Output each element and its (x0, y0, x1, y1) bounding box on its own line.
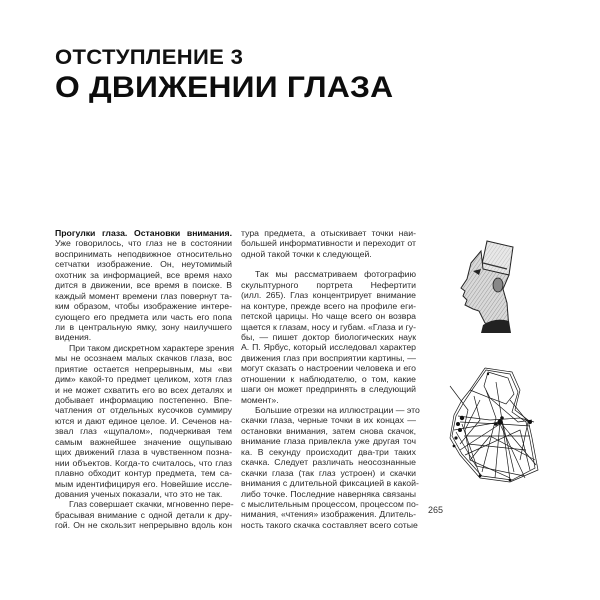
text-line: самым важнейшее значение ощупываю (55, 436, 232, 447)
nefertiti-bust-illustration (443, 233, 538, 335)
text-line: и не может схватить его во всех деталях и (55, 384, 232, 395)
page-title: О ДВИЖЕНИИ ГЛАЗА (55, 71, 394, 104)
text-line: щих движений глаза в чувственном позна- (55, 447, 232, 458)
text-line: нии объектов. Когда-то считалось, что глаз (55, 457, 232, 468)
text-line: плавно обходит контур предмета, тем са- (55, 468, 232, 479)
text-line: чатления от отдельных кусочков суммиру (55, 405, 232, 416)
text-line: дится в движении, все время в поиске. В (55, 280, 232, 291)
text-line: ким образом, чтобы изображение интере- (55, 301, 232, 312)
text-line: тура предмета, а отыскивает точки наи- (241, 228, 416, 238)
text-line (55, 228, 232, 238)
text-line: остановки внимания, затем снова скачок, (241, 425, 416, 436)
text-line: ются и дают единое целое. И. Сеченов на- (55, 415, 232, 426)
text-line: движения глаз при восприятии картины, — (241, 352, 416, 363)
text-line: отношении к наблюдателю, о том, какие (241, 373, 416, 384)
section-kicker: ОТСТУПЛЕНИЕ 3 (55, 46, 244, 69)
text-line: момент». (241, 394, 279, 405)
text-line: приятие остается непрерывным, мы «ви (55, 363, 232, 374)
text-line: либо точке. Последние наверняка связаны (241, 488, 416, 499)
page-number: 265 (428, 505, 444, 515)
text-line: При таком дискретном характере зрения (69, 342, 235, 353)
text-line: с мыслительным процессом, процессом по- (241, 498, 419, 509)
text-line: мым идентифицируя его. Новейшие иссле- (55, 478, 232, 489)
text-line: звал глаз «щупалом», подчеркивая тем (55, 426, 232, 437)
text-line: внимания с длительной фиксацией в какой- (241, 478, 419, 489)
text-column-right (241, 228, 420, 530)
text-line: сующего его предмета или часть его попа (55, 311, 232, 322)
text-line: скачки глаза, черные точки в их концах — (241, 415, 416, 426)
text-line: добывает информацию постепенно. Впе- (55, 395, 232, 405)
text-line: нимания, «чтения» изображения. Длитель- (241, 509, 416, 520)
text-line: Глаз совершает скачки, мгновенно пере- (69, 499, 234, 510)
text-line: на контуре, прежде всего на профиле еги- (241, 300, 416, 311)
text-line: могут сказать о настроении человека и его (241, 363, 416, 374)
text-line: скачка. Следует различать неосознанные (241, 457, 416, 468)
text-line: щается к глазам, носу и губам. «Глаза и гу- (241, 321, 416, 332)
text-line: охотник за информацией, все время нахо (55, 269, 232, 280)
text-line: видения. (55, 332, 92, 343)
text-line: гой. Он не скользит непрерывно вдоль кон (55, 520, 232, 531)
text-line: Большие отрезки на иллюстрации — это (255, 405, 420, 415)
text-line: Так мы рассматриваем фотографию (255, 269, 416, 280)
lead-heading: Прогулки глаза. Остановки внимания. (55, 228, 232, 238)
text-line: бы, — пишет доктор биологических наук (241, 331, 416, 342)
text-line: ли в центральную ямку, зону наилучшего (55, 321, 232, 332)
text-line: воспринимать неподвижное относительно (55, 248, 232, 259)
text-line: мы не осознаем малых скачков глаза, вос (55, 353, 232, 364)
eye-movement-trace-illustration (440, 360, 548, 488)
text-line: большей информативности и переходит от (241, 238, 416, 249)
text-line: шаги он может предпринять в следующий (241, 384, 416, 395)
text-line: дим» какой-то предмет целиком, хотя глаз (55, 374, 232, 385)
text-line: каждый момент времени глаз повернут та- (55, 290, 232, 301)
text-line: (илл. 265). Глаз концентрирует внимание (241, 290, 416, 301)
text-line: ность такого скачка составляет всего сотые (241, 519, 418, 530)
text-line: А. П. Ярбус, который исследовал характер (241, 342, 416, 353)
text-line: Уже говорилось, что глаз не в состоянии (55, 238, 232, 249)
text-line: сетчатки изображение. Он, неутомимый (55, 259, 232, 270)
text-line: внимание глаза привлекла уже другая точ (241, 436, 416, 447)
text-line: дования ученых показали, что это не так. (55, 488, 223, 499)
text-line: скачки глаза (так глаз устроен) и скачки (241, 467, 416, 478)
text-line: скульптурного портрета Нефертити (241, 279, 416, 290)
text-line: петской царицы. Но чаще всего он возвра (241, 311, 416, 322)
text-line: ка. В секунду происходит два-три таких (241, 446, 416, 457)
text-column-left (55, 228, 235, 531)
text-line: брасывая внимание с одной детали к дру- (55, 509, 232, 520)
text-line: одной такой точки к следующей. (241, 248, 372, 259)
